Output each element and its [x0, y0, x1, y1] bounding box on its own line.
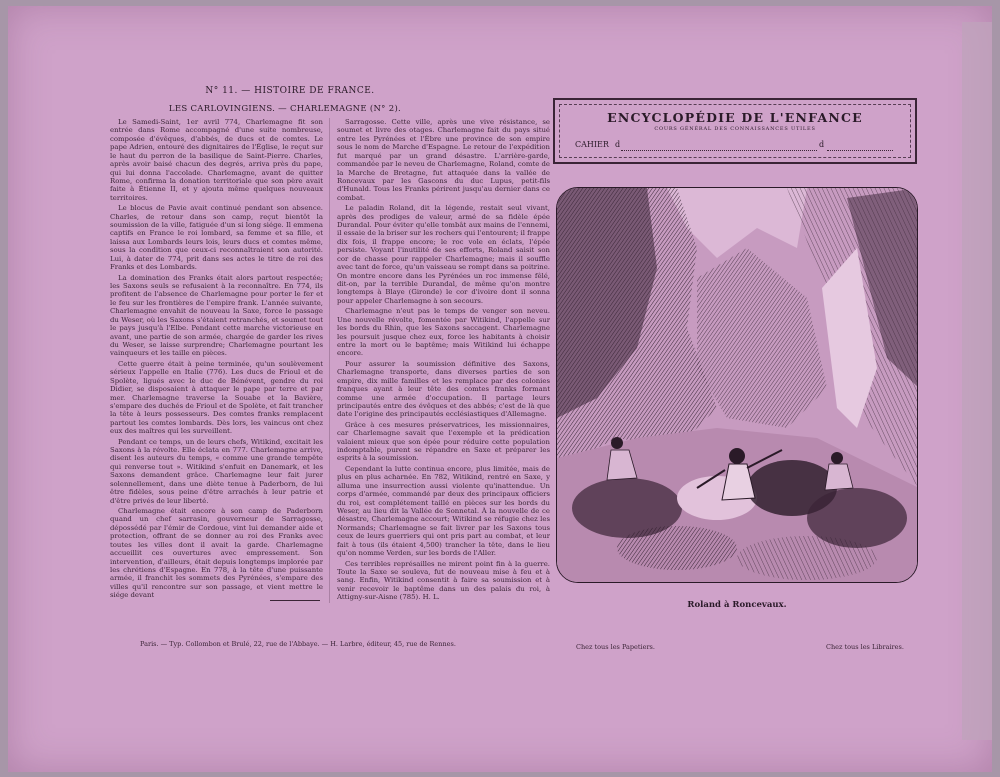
paragraph: Pendant ce temps, un de leurs chefs, Witikind, excitait les Saxons à la révolte. Elle éclata en 777. Charlemagne arrive, disent les auteurs du temps, « comme une grande tempête qui renverse tout ». Witikind s'enfuit en Danemark, et les Saxons demandent grâce. Charlemagne leur fait jurer solennellement, dans une diète tenue à Paderborn, de lui être fidèles, sous peine d'être arrachés à leur patrie et d'être privés de leur liberté.: [110, 437, 323, 505]
paragraph: Cette guerre était à peine terminée, qu'un soulèvement sérieux l'appelle en Italie (776). Les ducs de Frioul et de Spolète, ligués avec le duc de Bénévent, gendre du roi Didier, se disposaient à attaquer le pape par terre et par mer. Charlemagne traverse la Souabe et la Bavière, s'empare des duchés de Frioul et de Spolète, et fait trancher la tête à leurs possesseurs. Des comtes franks remplacent partout les comtes lombards. Dès lors, les vaincus ont chez eux des maîtres qui les surveillent.: [110, 359, 323, 436]
seller-note-papetiers: Chez tous les Papetiers.: [576, 643, 655, 651]
article-columns: [110, 118, 550, 616]
section-subtitle: LES CARLOVINGIENS. — CHARLEMAGNE (N° 2).: [168, 104, 402, 114]
paragraph: Charlemagne était encore à son camp de Paderborn quand un chef sarrasin, gouverneur de Sarragosse, dépossédé par l'émir de Cordoue, vint lui demander aide et protection, offrant de se donner au roi des Franks avec toutes les villes dont il avait la garde. Charlemagne accueillit ces ouvertures avec empressement. Son intervention, d'ailleurs, était depuis longtemps implorée par les chrétiens d'Espagne. En 778, à la tête d'une puissante armée, il franchit les sommets des Pyrénées, s'empare des villes qu'il rencontre sur son passage, et vient mettre le siége devant: [110, 506, 323, 600]
paragraph: Grâce à ces mesures préservatrices, les missionnaires, car Charlemagne savait que l'exemple et la prédication valaient mieux que son épée pour réduire cette population indomptable, purent se répandre en Saxe et préparer les esprits à la soumission.: [337, 420, 550, 463]
paragraph: Charlemagne n'eut pas le temps de venger son neveu. Une nouvelle révolte, fomentée par Witikind, l'appelle sur les bords du Rhin, que les Saxons saccagent. Charlemagne les poursuit jusque chez eux, force les habitants à choisir entre la mort ou le baptême; mais Witikind lui échappe encore.: [337, 307, 550, 358]
paper-edge-strip: [962, 22, 992, 740]
publication-subtitle: COURS GÉNÉRAL DES CONNAISSANCES UTILES: [654, 126, 816, 132]
cahier-label: CAHIER: [575, 140, 609, 149]
column-divider: [329, 118, 330, 603]
paragraph: Sarragosse. Cette ville, après une vive résistance, se soumet et livre des otages. Charlemagne fait du pays situé entre les Pyrénées et l'Èbre une province de son empire sous le nom de Marche d'Espagne. Le retour de l'expédition fut marqué par un grand désastre. L'arrière-garde, commandée par le neveu de Charlemagne, Roland, comte de la Marche de Bretagne, fut attaquée dans la vallée de Roncevaux par les Gascons du duc Lupus, petit-fils d'Hunald. Tous les Franks périrent jusqu'au dernier dans ce combat.: [337, 118, 550, 202]
engraving-illustration: [556, 187, 918, 583]
paragraph: Cependant la lutte continua encore, plus limitée, mais de plus en plus acharnée. En 782, Witikind, rentré en Saxe, y alluma une insurrection aussi violente qu'inattendue. Un corps d'armée, commandé par deux des principaux officiers du roi, est complétement taillé en pièces sur les bords du Weser, au lieu dit la Vallée de Sonnetal. À la nouvelle de ce désastre, Charlemagne accourt; Witikind se réfugie chez les Normands; Charlemagne se fait livrer par les Saxons tous ceux de leurs guerriers qui ont pris part au combat, et leur fait à tous (ils étaient 4,500) trancher la tête, dans le lieu qu'on nomme Verden, sur les bords de l'Aller.: [337, 464, 550, 558]
paragraph: Le Samedi-Saint, 1er avril 774, Charlemagne fit son entrée dans Rome accompagné d'une suite nombreuse, composée d'évêques, d'abbés, de ducs et de comtes. Le pape Adrien, entouré des dignitaires de l'Église, le reçut sur le haut du perron de la basilique de Saint-Pierre. Charles, après avoir baisé chacun des degrés, arriva près du pape, qui lui donna l'accolade. Charlemagne, avant de quitter Rome, confirma la donation territoriale que son père avait faite à Étienne II, et y ajouta même quelques nouveaux territoires.: [110, 118, 323, 202]
section-number: N° 11. — HISTOIRE DE FRANCE.: [205, 86, 375, 96]
cahier-dotted-line: [621, 150, 817, 151]
paragraph: Le paladin Roland, dit la légende, restait seul vivant, après des prodiges de valeur, armé de sa fidèle épée Durandal. Pour éviter qu'elle tombât aux mains de l'ennemi, il essaie de la briser sur les rochers qui l'entourent; il frappe dix fois, il frappe encore; le roc vole en éclats, l'épée persiste. Voyant l'inutilité de ses efforts, Roland saisit son cor de chasse pour rappeler Charlemagne; mais il souffle avec tant de force, qu'un vaisseau se rompt dans sa poitrine. On montre encore dans les Pyrénées un roc immense fêlé, dit-on, par la terrible Durandal, de même qu'on montre longtemps à Blaye (Gironde) le cor d'ivoire dont il sonna pour appeler Charlemagne à son secours.: [337, 204, 550, 305]
printer-imprint: Paris. — Typ. Collombon et Brulé, 22, rue de l'Abbaye. — H. Larbre, éditeur, 45, rue de Rennes.: [140, 640, 456, 648]
engraving-image: [557, 188, 918, 583]
cahier-dotted-line-2: [827, 150, 893, 151]
paragraph: Pour assurer la soumission définitive des Saxons, Charlemagne transporte, dans diverses parties de son empire, dix mille familles et les remplace par des colonies franques ayant à leur tête des comtes franks formant comme une armée d'occupation. Il partage leurs principautés entre des évêques et des abbés; c'est de là que date l'origine des principautés ecclésiastiques d'Allemagne.: [337, 359, 550, 419]
seller-note-libraires: Chez tous les Libraires.: [826, 643, 904, 651]
article-column-right: [337, 118, 550, 616]
paragraph: La domination des Franks était alors partout respectée; les Saxons seuls se refusaient à la reconnaître. En 774, ils profitent de l'absence de Charlemagne pour porter le fer et le feu sur les frontières de l'empire frank. L'année suivante, Charlemagne envahit de nouveau la Saxe, force le passage du Weser, où les Saxons s'étaient retranchés, et soumet tout le pays jusqu'à l'Elbe. Pendant cette marche victorieuse en avant, une partie de son armée, chargée de garder les rives du Weser, se laisse surprendre; Charlemagne pourtant les vainqueurs et les taille en pièces.: [110, 273, 323, 358]
cahier-d-label: d: [615, 140, 621, 149]
publication-title: ENCYCLOPÉDIE DE L'ENFANCE: [607, 110, 863, 125]
paragraph: Le blocus de Pavie avait continué pendant son absence. Charles, de retour dans son camp, reçut bientôt la soumission de la ville, fatiguée d'un si long siége. Il emmena captifs en France le roi lombard, sa femme et sa fille, et laissa aux Lombards leurs lois, leurs ducs et comtes même, sous la condition que ceux-ci reconnaîtraient son autorité. Lui, à dater de 774, prit dans ses actes le titre de roi des Franks et des Lombards.: [110, 204, 323, 272]
illustration-caption: Roland à Roncevaux.: [687, 600, 787, 610]
paragraph: Ces terribles représailles ne mirent point fin à la guerre. Toute la Saxe se souleva, fut de nouveau mise à feu et à sang. Enfin, Witikind consentit à faire sa soumission et à venir recevoir le baptême dans un des palais du roi, à Attigny-sur-Aisne (785). H. L.: [337, 559, 550, 602]
title-cartouche: [553, 98, 917, 164]
end-rule: [270, 600, 320, 601]
cahier-d-label-2: d: [819, 140, 825, 149]
article-column-left: [110, 118, 323, 616]
